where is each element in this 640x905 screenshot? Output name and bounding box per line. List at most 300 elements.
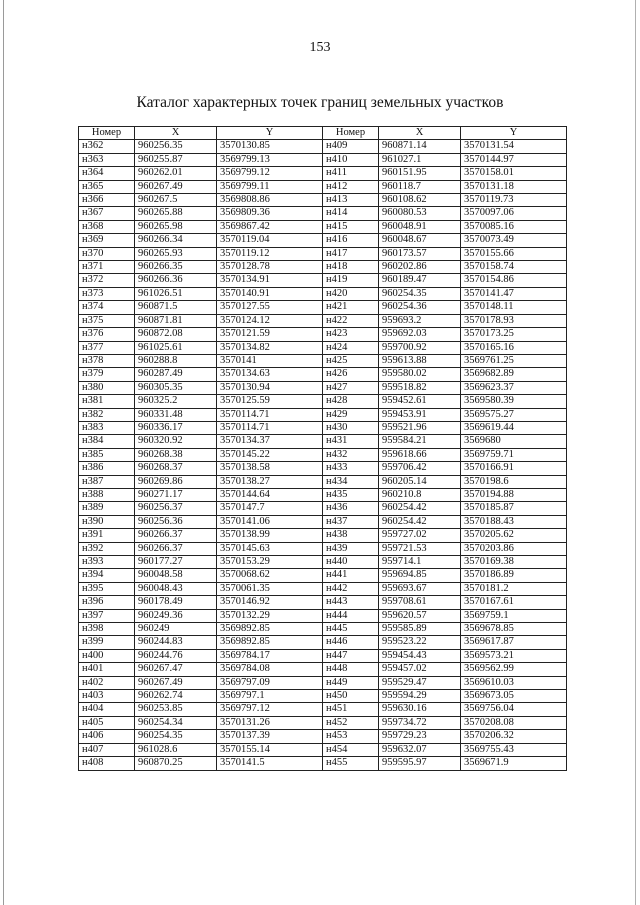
y-coordinate-right: 3569623.37 — [461, 381, 567, 394]
table-row — [79, 663, 567, 676]
point-number-right: н445 — [323, 623, 379, 636]
point-number-right: н449 — [323, 676, 379, 689]
x-coordinate-left: 960255.87 — [135, 153, 217, 166]
table-row — [79, 354, 567, 367]
table-row — [79, 623, 567, 636]
table-row — [79, 676, 567, 689]
point-number-left: н391 — [79, 529, 135, 542]
point-number-left: н389 — [79, 502, 135, 515]
y-coordinate-right: 3570206.32 — [461, 730, 567, 743]
point-number-left: н373 — [79, 287, 135, 300]
y-coordinate-right: 3570158.74 — [461, 261, 567, 274]
x-coordinate-right: 960205.14 — [379, 475, 461, 488]
point-number-right: н416 — [323, 234, 379, 247]
point-number-right: н438 — [323, 529, 379, 542]
point-number-left: н396 — [79, 596, 135, 609]
y-coordinate-left: 3570153.29 — [217, 556, 323, 569]
y-coordinate-left: 3570141.5 — [217, 757, 323, 770]
x-coordinate-right: 959734.72 — [379, 716, 461, 729]
point-number-right: н417 — [323, 247, 379, 260]
y-coordinate-right: 3570144.97 — [461, 153, 567, 166]
x-coordinate-right: 960189.47 — [379, 274, 461, 287]
y-coordinate-left: 3570127.55 — [217, 301, 323, 314]
table-row — [79, 140, 567, 153]
point-number-left: н377 — [79, 341, 135, 354]
y-coordinate-right: 3570169.38 — [461, 556, 567, 569]
table-row — [79, 448, 567, 461]
point-number-right: н453 — [323, 730, 379, 743]
y-coordinate-right: 3570085.16 — [461, 220, 567, 233]
point-number-left: н408 — [79, 757, 135, 770]
point-number-left: н365 — [79, 180, 135, 193]
y-coordinate-left: 3569809.36 — [217, 207, 323, 220]
x-coordinate-right: 959706.42 — [379, 462, 461, 475]
y-coordinate-left: 3570128.78 — [217, 261, 323, 274]
y-coordinate-right: 3570158.01 — [461, 167, 567, 180]
x-coordinate-right: 959595.97 — [379, 757, 461, 770]
y-coordinate-right: 3570205.62 — [461, 529, 567, 542]
y-coordinate-left: 3570141 — [217, 354, 323, 367]
table-row — [79, 690, 567, 703]
y-coordinate-left: 3569799.13 — [217, 153, 323, 166]
y-coordinate-left: 3569799.12 — [217, 167, 323, 180]
header-y-right: Y — [461, 127, 567, 140]
y-coordinate-right: 3569759.1 — [461, 609, 567, 622]
y-coordinate-left: 3570138.27 — [217, 475, 323, 488]
point-number-right: н447 — [323, 649, 379, 662]
point-number-right: н454 — [323, 743, 379, 756]
table-row — [79, 435, 567, 448]
y-coordinate-right: 3570198.6 — [461, 475, 567, 488]
table-row — [79, 529, 567, 542]
x-coordinate-left: 960872.08 — [135, 328, 217, 341]
x-coordinate-left: 960331.48 — [135, 408, 217, 421]
x-coordinate-left: 960871.81 — [135, 314, 217, 327]
table-row — [79, 502, 567, 515]
y-coordinate-right: 3570166.91 — [461, 462, 567, 475]
x-coordinate-right: 959700.92 — [379, 341, 461, 354]
y-coordinate-right: 3570188.43 — [461, 515, 567, 528]
table-body — [79, 140, 567, 770]
x-coordinate-right: 959518.82 — [379, 381, 461, 394]
y-coordinate-left: 3569799.11 — [217, 180, 323, 193]
x-coordinate-right: 959521.96 — [379, 421, 461, 434]
x-coordinate-right: 959457.02 — [379, 663, 461, 676]
table-row — [79, 488, 567, 501]
x-coordinate-right: 960254.42 — [379, 515, 461, 528]
table-row — [79, 542, 567, 555]
point-number-right: н414 — [323, 207, 379, 220]
table-row — [79, 609, 567, 622]
x-coordinate-right: 959694.85 — [379, 569, 461, 582]
point-number-left: н376 — [79, 328, 135, 341]
x-coordinate-right: 959523.22 — [379, 636, 461, 649]
point-number-right: н444 — [323, 609, 379, 622]
x-coordinate-right: 959721.53 — [379, 542, 461, 555]
point-number-right: н437 — [323, 515, 379, 528]
x-coordinate-left: 960254.35 — [135, 730, 217, 743]
point-number-left: н385 — [79, 448, 135, 461]
y-coordinate-right: 3570154.86 — [461, 274, 567, 287]
table-row — [79, 703, 567, 716]
point-number-right: н430 — [323, 421, 379, 434]
x-coordinate-left: 960265.98 — [135, 220, 217, 233]
x-coordinate-right: 960254.36 — [379, 301, 461, 314]
y-coordinate-left: 3569892.85 — [217, 623, 323, 636]
table-row — [79, 582, 567, 595]
table-row — [79, 716, 567, 729]
x-coordinate-right: 960080.53 — [379, 207, 461, 220]
point-number-left: н366 — [79, 194, 135, 207]
y-coordinate-right: 3569682.89 — [461, 368, 567, 381]
table-row — [79, 247, 567, 260]
point-number-right: н420 — [323, 287, 379, 300]
y-coordinate-left: 3570145.22 — [217, 448, 323, 461]
y-coordinate-left: 3570124.12 — [217, 314, 323, 327]
point-number-left: н404 — [79, 703, 135, 716]
coordinates-table — [78, 126, 567, 771]
point-number-right: н433 — [323, 462, 379, 475]
table-row — [79, 596, 567, 609]
x-coordinate-left: 960269.86 — [135, 475, 217, 488]
point-number-right: н422 — [323, 314, 379, 327]
y-coordinate-left: 3569797.09 — [217, 676, 323, 689]
y-coordinate-left: 3570119.12 — [217, 247, 323, 260]
y-coordinate-right: 3569573.21 — [461, 649, 567, 662]
table-row — [79, 556, 567, 569]
x-coordinate-left: 960320.92 — [135, 435, 217, 448]
table-row — [79, 421, 567, 434]
point-number-left: н374 — [79, 301, 135, 314]
table-row — [79, 207, 567, 220]
y-coordinate-left: 3569784.08 — [217, 663, 323, 676]
y-coordinate-left: 3570061.35 — [217, 582, 323, 595]
y-coordinate-right: 3569761.25 — [461, 354, 567, 367]
x-coordinate-left: 960871.5 — [135, 301, 217, 314]
y-coordinate-right: 3570165.16 — [461, 341, 567, 354]
y-coordinate-left: 3570130.94 — [217, 381, 323, 394]
point-number-right: н435 — [323, 488, 379, 501]
y-coordinate-left: 3570125.59 — [217, 395, 323, 408]
point-number-left: н397 — [79, 609, 135, 622]
point-number-left: н395 — [79, 582, 135, 595]
point-number-left: н380 — [79, 381, 135, 394]
header-x-left: X — [135, 127, 217, 140]
y-coordinate-right: 3569678.85 — [461, 623, 567, 636]
point-number-left: н387 — [79, 475, 135, 488]
point-number-right: н418 — [323, 261, 379, 274]
y-coordinate-right: 3570203.86 — [461, 542, 567, 555]
y-coordinate-right: 3570073.49 — [461, 234, 567, 247]
x-coordinate-left: 960325.2 — [135, 395, 217, 408]
y-coordinate-right: 3570208.08 — [461, 716, 567, 729]
x-coordinate-left: 960271.17 — [135, 488, 217, 501]
table-row — [79, 395, 567, 408]
table-row — [79, 408, 567, 421]
point-number-left: н369 — [79, 234, 135, 247]
x-coordinate-right: 959630.16 — [379, 703, 461, 716]
x-coordinate-right: 959453.91 — [379, 408, 461, 421]
table-row — [79, 167, 567, 180]
point-number-left: н362 — [79, 140, 135, 153]
x-coordinate-right: 959693.67 — [379, 582, 461, 595]
point-number-left: н371 — [79, 261, 135, 274]
x-coordinate-right: 960118.7 — [379, 180, 461, 193]
point-number-right: н431 — [323, 435, 379, 448]
page-title: Каталог характерных точек границ земельных участков — [136, 94, 504, 111]
point-number-left: н382 — [79, 408, 135, 421]
x-coordinate-right: 960151.95 — [379, 167, 461, 180]
point-number-right: н440 — [323, 556, 379, 569]
point-number-right: н423 — [323, 328, 379, 341]
x-coordinate-left: 960268.37 — [135, 462, 217, 475]
table-row — [79, 743, 567, 756]
point-number-right: н443 — [323, 596, 379, 609]
x-coordinate-left: 960256.37 — [135, 502, 217, 515]
page-number: 153 — [309, 40, 331, 55]
table-row — [79, 194, 567, 207]
x-coordinate-right: 959594.29 — [379, 690, 461, 703]
point-number-left: н394 — [79, 569, 135, 582]
header-y-left: Y — [217, 127, 323, 140]
table-row — [79, 234, 567, 247]
y-coordinate-left: 3570147.7 — [217, 502, 323, 515]
y-coordinate-right: 3569673.05 — [461, 690, 567, 703]
table-row — [79, 180, 567, 193]
x-coordinate-left: 960253.85 — [135, 703, 217, 716]
y-coordinate-right: 3570194.88 — [461, 488, 567, 501]
point-number-right: н415 — [323, 220, 379, 233]
y-coordinate-left: 3570141.06 — [217, 515, 323, 528]
x-coordinate-right: 960048.91 — [379, 220, 461, 233]
table-row — [79, 341, 567, 354]
y-coordinate-left: 3570132.29 — [217, 609, 323, 622]
y-coordinate-right: 3569756.04 — [461, 703, 567, 716]
x-coordinate-left: 960268.38 — [135, 448, 217, 461]
point-number-right: н412 — [323, 180, 379, 193]
point-number-left: н367 — [79, 207, 135, 220]
point-number-right: н427 — [323, 381, 379, 394]
point-number-left: н379 — [79, 368, 135, 381]
y-coordinate-left: 3569784.17 — [217, 649, 323, 662]
y-coordinate-right: 3570167.61 — [461, 596, 567, 609]
y-coordinate-left: 3570145.63 — [217, 542, 323, 555]
x-coordinate-left: 960305.35 — [135, 381, 217, 394]
point-number-left: н401 — [79, 663, 135, 676]
y-coordinate-right: 3569617.87 — [461, 636, 567, 649]
x-coordinate-right: 960173.57 — [379, 247, 461, 260]
x-coordinate-left: 960177.27 — [135, 556, 217, 569]
table-row — [79, 515, 567, 528]
point-number-left: н383 — [79, 421, 135, 434]
x-coordinate-right: 959585.89 — [379, 623, 461, 636]
point-number-right: н436 — [323, 502, 379, 515]
y-coordinate-right: 3570185.87 — [461, 502, 567, 515]
point-number-left: н388 — [79, 488, 135, 501]
y-coordinate-right: 3569671.9 — [461, 757, 567, 770]
y-coordinate-right: 3570186.89 — [461, 569, 567, 582]
point-number-right: н432 — [323, 448, 379, 461]
y-coordinate-left: 3569797.12 — [217, 703, 323, 716]
x-coordinate-right: 959693.2 — [379, 314, 461, 327]
point-number-right: н452 — [323, 716, 379, 729]
x-coordinate-right: 959529.47 — [379, 676, 461, 689]
y-coordinate-right: 3569759.71 — [461, 448, 567, 461]
x-coordinate-left: 960265.88 — [135, 207, 217, 220]
x-coordinate-left: 960266.37 — [135, 542, 217, 555]
point-number-right: н410 — [323, 153, 379, 166]
x-coordinate-left: 960266.34 — [135, 234, 217, 247]
point-number-right: н426 — [323, 368, 379, 381]
x-coordinate-left: 960266.35 — [135, 261, 217, 274]
x-coordinate-right: 959613.88 — [379, 354, 461, 367]
table-row — [79, 314, 567, 327]
table-row — [79, 381, 567, 394]
point-number-left: н400 — [79, 649, 135, 662]
y-coordinate-right: 3570097.06 — [461, 207, 567, 220]
x-coordinate-right: 959580.02 — [379, 368, 461, 381]
point-number-left: н384 — [79, 435, 135, 448]
x-coordinate-left: 960256.35 — [135, 140, 217, 153]
table-row — [79, 287, 567, 300]
x-coordinate-right: 959714.1 — [379, 556, 461, 569]
y-coordinate-right: 3570141.47 — [461, 287, 567, 300]
x-coordinate-right: 960048.67 — [379, 234, 461, 247]
y-coordinate-left: 3569892.85 — [217, 636, 323, 649]
y-coordinate-right: 3569575.27 — [461, 408, 567, 421]
y-coordinate-right: 3570131.54 — [461, 140, 567, 153]
point-number-right: н450 — [323, 690, 379, 703]
y-coordinate-right: 3569610.03 — [461, 676, 567, 689]
y-coordinate-left: 3570131.26 — [217, 716, 323, 729]
point-number-right: н419 — [323, 274, 379, 287]
point-number-left: н398 — [79, 623, 135, 636]
table-row — [79, 328, 567, 341]
x-coordinate-left: 960265.93 — [135, 247, 217, 260]
x-coordinate-left: 960244.76 — [135, 649, 217, 662]
x-coordinate-right: 960210.8 — [379, 488, 461, 501]
point-number-right: н455 — [323, 757, 379, 770]
x-coordinate-right: 959452.61 — [379, 395, 461, 408]
y-coordinate-left: 3569808.86 — [217, 194, 323, 207]
table-row — [79, 153, 567, 166]
point-number-left: н402 — [79, 676, 135, 689]
point-number-right: н413 — [323, 194, 379, 207]
x-coordinate-right: 959708.61 — [379, 596, 461, 609]
x-coordinate-left: 960267.5 — [135, 194, 217, 207]
table-row — [79, 220, 567, 233]
x-coordinate-right: 960254.35 — [379, 287, 461, 300]
point-number-right: н446 — [323, 636, 379, 649]
y-coordinate-left: 3570138.99 — [217, 529, 323, 542]
point-number-left: н381 — [79, 395, 135, 408]
x-coordinate-right: 960108.62 — [379, 194, 461, 207]
table-row — [79, 636, 567, 649]
x-coordinate-right: 959584.21 — [379, 435, 461, 448]
x-coordinate-left: 960287.49 — [135, 368, 217, 381]
table-row — [79, 649, 567, 662]
point-number-left: н406 — [79, 730, 135, 743]
x-coordinate-left: 960870.25 — [135, 757, 217, 770]
x-coordinate-left: 960048.58 — [135, 569, 217, 582]
x-coordinate-left: 960254.34 — [135, 716, 217, 729]
x-coordinate-left: 961026.51 — [135, 287, 217, 300]
point-number-left: н372 — [79, 274, 135, 287]
y-coordinate-left: 3570130.85 — [217, 140, 323, 153]
x-coordinate-left: 961028.6 — [135, 743, 217, 756]
x-coordinate-left: 960267.47 — [135, 663, 217, 676]
table-row — [79, 261, 567, 274]
y-coordinate-left: 3570134.82 — [217, 341, 323, 354]
point-number-right: н439 — [323, 542, 379, 555]
point-number-left: н393 — [79, 556, 135, 569]
y-coordinate-left: 3570144.64 — [217, 488, 323, 501]
x-coordinate-left: 960262.01 — [135, 167, 217, 180]
header-x-right: X — [379, 127, 461, 140]
y-coordinate-left: 3569867.42 — [217, 220, 323, 233]
x-coordinate-right: 959632.07 — [379, 743, 461, 756]
y-coordinate-right: 3570155.66 — [461, 247, 567, 260]
y-coordinate-right: 3569619.44 — [461, 421, 567, 434]
x-coordinate-right: 960871.14 — [379, 140, 461, 153]
table-row — [79, 475, 567, 488]
header-number-left: Номер — [79, 127, 135, 140]
point-number-right: н425 — [323, 354, 379, 367]
y-coordinate-left: 3570114.71 — [217, 408, 323, 421]
x-coordinate-right: 959727.02 — [379, 529, 461, 542]
x-coordinate-right: 959620.57 — [379, 609, 461, 622]
point-number-right: н428 — [323, 395, 379, 408]
y-coordinate-left: 3570140.91 — [217, 287, 323, 300]
table-row — [79, 757, 567, 770]
point-number-left: н378 — [79, 354, 135, 367]
x-coordinate-right: 959454.43 — [379, 649, 461, 662]
x-coordinate-left: 960249.36 — [135, 609, 217, 622]
y-coordinate-right: 3570181.2 — [461, 582, 567, 595]
x-coordinate-left: 960266.36 — [135, 274, 217, 287]
y-coordinate-right: 3569580.39 — [461, 395, 567, 408]
x-coordinate-left: 960267.49 — [135, 676, 217, 689]
x-coordinate-right: 959618.66 — [379, 448, 461, 461]
x-coordinate-left: 960048.43 — [135, 582, 217, 595]
x-coordinate-right: 959692.03 — [379, 328, 461, 341]
x-coordinate-left: 961025.61 — [135, 341, 217, 354]
x-coordinate-left: 960288.8 — [135, 354, 217, 367]
x-coordinate-left: 960266.37 — [135, 529, 217, 542]
point-number-right: н451 — [323, 703, 379, 716]
point-number-left: н403 — [79, 690, 135, 703]
table-header-row — [79, 127, 567, 140]
y-coordinate-right: 3570119.73 — [461, 194, 567, 207]
x-coordinate-right: 961027.1 — [379, 153, 461, 166]
point-number-right: н429 — [323, 408, 379, 421]
table-row — [79, 301, 567, 314]
point-number-left: н399 — [79, 636, 135, 649]
x-coordinate-right: 960254.42 — [379, 502, 461, 515]
y-coordinate-left: 3570134.63 — [217, 368, 323, 381]
point-number-right: н448 — [323, 663, 379, 676]
point-number-left: н390 — [79, 515, 135, 528]
x-coordinate-right: 960202.86 — [379, 261, 461, 274]
point-number-left: н407 — [79, 743, 135, 756]
x-coordinate-left: 960178.49 — [135, 596, 217, 609]
y-coordinate-left: 3570137.39 — [217, 730, 323, 743]
point-number-right: н434 — [323, 475, 379, 488]
y-coordinate-left: 3570114.71 — [217, 421, 323, 434]
table-row — [79, 569, 567, 582]
x-coordinate-right: 959729.23 — [379, 730, 461, 743]
table-row — [79, 368, 567, 381]
